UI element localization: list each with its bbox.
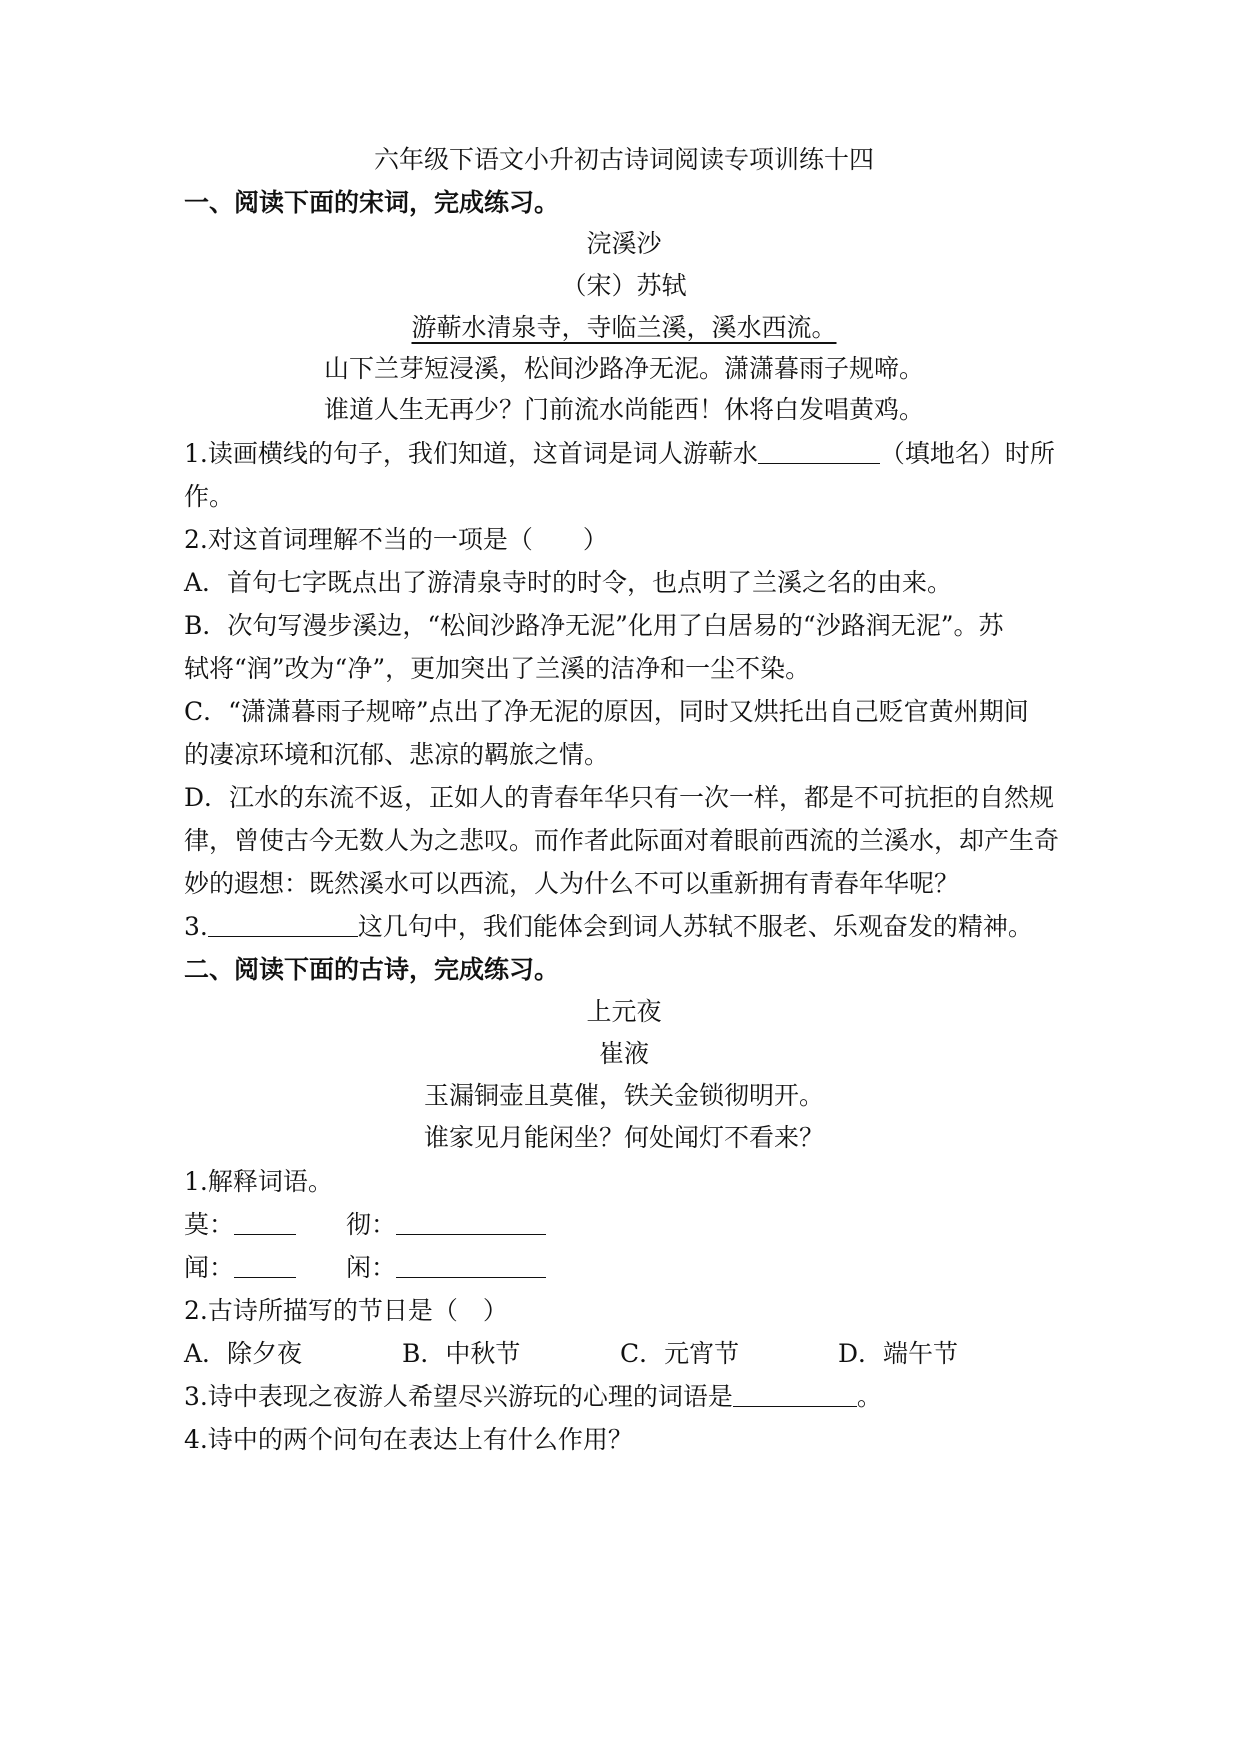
option-1-d: D．江水的东流不返，正如人的青春年华只有一次一样，都是不可抗拒的自然规	[184, 783, 1055, 812]
question-2-2: 2.古诗所描写的节日是（ ）	[184, 1296, 508, 1325]
poem-2-author: 崔液	[598, 1039, 649, 1068]
option-2-c: C．元宵节	[620, 1339, 740, 1368]
page-title: 六年级下语文小升初古诗词阅读专项训练十四	[373, 145, 874, 174]
question-2-4: 4.诗中的两个问句在表达上有什么作用？	[184, 1425, 633, 1454]
option-2-b: B．中秋节	[402, 1339, 521, 1368]
option-1-c-cont: 的凄凉环境和沉郁、悲凉的羁旅之情。	[184, 740, 610, 769]
question-1-1-cont: 作。	[184, 482, 235, 511]
question-1-2: 2.对这首词理解不当的一项是（ ）	[184, 525, 608, 554]
question-1-1: 1.读画横线的句子，我们知道，这首词是词人游蕲水 （填地名）时所	[184, 439, 1055, 468]
option-1-b-cont: 轼将“润”改为“净”，更加突出了兰溪的洁净和一尘不染。	[184, 654, 811, 683]
question-2-1: 1.解释词语。	[184, 1167, 333, 1196]
answer-blank-wen[interactable]	[234, 1253, 296, 1278]
word-row-1: 莫： 彻：	[184, 1207, 1064, 1243]
answer-blank-phrase[interactable]	[733, 1382, 857, 1407]
answer-blank-che[interactable]	[396, 1210, 546, 1235]
question-2-3: 3.诗中表现之夜游人希望尽兴游玩的心理的词语是 。	[184, 1382, 882, 1411]
answer-blank-xian[interactable]	[396, 1253, 546, 1278]
option-1-b: B．次句写漫步溪边，“松间沙路净无泥”化用了白居易的“沙路润无泥”。苏	[184, 611, 1004, 640]
option-1-d-cont-1: 律，曾使古今无数人为之悲叹。而作者此际面对着眼前西流的兰溪水，却产生奇	[184, 826, 1060, 855]
poem-1-preface	[184, 310, 1064, 346]
options-2-2	[184, 1336, 1064, 1372]
option-1-d-cont-2: 妙的遐想：既然溪水可以西流，人为什么不可以重新拥有青春年华呢？	[184, 869, 960, 898]
poem-1-title: 浣溪沙	[586, 229, 662, 258]
section-2-heading: 二、阅读下面的古诗，完成练习。	[184, 955, 560, 984]
section-1-heading: 一、阅读下面的宋词，完成练习。	[184, 188, 560, 217]
answer-blank-place[interactable]	[758, 439, 880, 464]
underlined-sentence: 游蕲水清泉寺，寺临兰溪，溪水西流。	[411, 313, 837, 342]
option-2-a: A．除夕夜	[184, 1339, 303, 1368]
answer-blank-mo[interactable]	[234, 1210, 296, 1235]
answer-blank-lines[interactable]	[208, 912, 358, 937]
poem-2-line-1: 玉漏铜壶且莫催，铁关金锁彻明开。	[423, 1081, 824, 1110]
poem-2-title: 上元夜	[586, 997, 662, 1026]
poem-1-author: （宋）苏轼	[561, 271, 687, 300]
poem-2-line-2: 谁家见月能闲坐？何处闻灯不看来？	[423, 1123, 824, 1152]
question-1-3: 3. 这几句中，我们能体会到词人苏轼不服老、乐观奋发的精神。	[184, 912, 1033, 941]
option-1-a: A．首句七字既点出了游清泉寺时的时令，也点明了兰溪之名的由来。	[184, 568, 953, 597]
word-row-2: 闻： 闲：	[184, 1250, 1064, 1286]
option-2-d: D．端午节	[838, 1339, 959, 1368]
poem-1-line-2: 谁道人生无再少？门前流水尚能西！休将白发唱黄鸡。	[323, 395, 924, 424]
option-1-c: C．“潇潇暮雨子规啼”点出了净无泥的原因，同时又烘托出自己贬官黄州期间	[184, 697, 1029, 726]
poem-1-line-1: 山下兰芽短浸溪，松间沙路净无泥。潇潇暮雨子规啼。	[323, 354, 924, 383]
